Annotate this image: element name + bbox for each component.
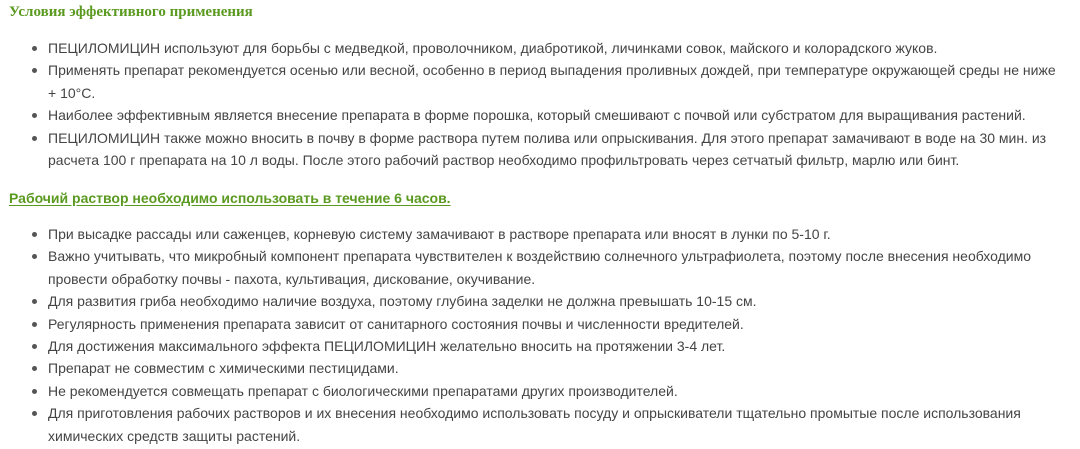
bullet-icon [32, 46, 37, 51]
list-item-text: Наиболее эффективным является внесение препарата в форме порошка, который смешивают с почвой или субстратом для выращивания растений. [48, 107, 1026, 124]
list-item [0, 37, 1062, 59]
list-item-text: Регулярность применения препарата зависит от санитарного состояния почвы и численности вредителей. [48, 315, 744, 332]
list-item-text: При высадке рассады или саженцев, корневую систему замачивают в растворе препарата или вносят в лунки по 5-10 г. [48, 226, 831, 242]
list-item [0, 127, 1062, 172]
list-item-text: Для развития гриба необходимо наличие воздуха, поэтому глубина заделки не должна превышать 10-15 см. [48, 293, 757, 310]
bullet-icon [32, 344, 37, 349]
bullet-icon [32, 366, 37, 371]
bullet-icon [32, 299, 37, 304]
list-item-text: Не рекомендуется совмещать препарат с биологическими препаратами других производителей. [48, 382, 678, 399]
section-heading: Условия эффективного применения [9, 4, 253, 20]
bullet-icon [32, 411, 37, 416]
list-item [0, 335, 1048, 357]
list-item [0, 223, 1048, 245]
list-item-text: Для достижения максимального эффекта ПЕЦИЛОМИЦИН желательно вносить на протяжении 3-4 лет. [48, 338, 726, 355]
bullet-icon [32, 389, 37, 394]
bullet-icon [32, 232, 37, 237]
list-item [0, 402, 1048, 447]
list-item-text: Препарат не совместим с химическими пестицидами. [48, 360, 399, 377]
usage-time-note: Рабочий раствор необходимо использовать в течение 6 часов. [9, 190, 451, 206]
bullet-icon [32, 68, 37, 73]
list-item [0, 290, 1048, 312]
bullet-icon [32, 136, 37, 141]
list-item [0, 313, 1048, 335]
list-item-text: ПЕЦИЛОМИЦИН используют для борьбы с медведкой, проволочником, диабротикой, личинками совок, майского и колорадского жуков. [48, 40, 938, 56]
list-item [0, 104, 1062, 126]
list-item-text: Применять препарат рекомендуется осенью или весной, особенно в период выпадения проливных дождей, при температуре окружающей среды не ниже + 10°С. [48, 62, 1056, 101]
conditions-list [0, 37, 1062, 171]
application-tips-list [0, 223, 1048, 447]
bullet-icon [32, 322, 37, 327]
list-item-text: ПЕЦИЛОМИЦИН также можно вносить в почву в форме раствора путем полива или опрыскивания. Для этого препарат замачивают в воде на 30 мин. из расчета 100 г препарата на 10 л воды. После этого рабочий раствор необходимо профильтровать через сетчатый фильтр, марлю или бинт. [48, 129, 1047, 169]
list-item [0, 380, 1048, 402]
list-item [0, 59, 1062, 104]
bullet-icon [32, 254, 37, 259]
list-item [0, 357, 1048, 379]
bullet-icon [32, 113, 37, 118]
list-item [0, 245, 1048, 290]
list-item-text: Для приготовления рабочих растворов и их внесения необходимо использовать посуду и опрыскиватели тщательно промытые после использования химических средств защиты растений. [48, 405, 1021, 444]
list-item-text: Важно учитывать, что микробный компонент препарата чувствителен к воздействию солнечного ультрафиолета, поэтому после внесения необходимо провести обработку почвы - пахота, культивация, дискование, окучивание. [48, 248, 1032, 287]
